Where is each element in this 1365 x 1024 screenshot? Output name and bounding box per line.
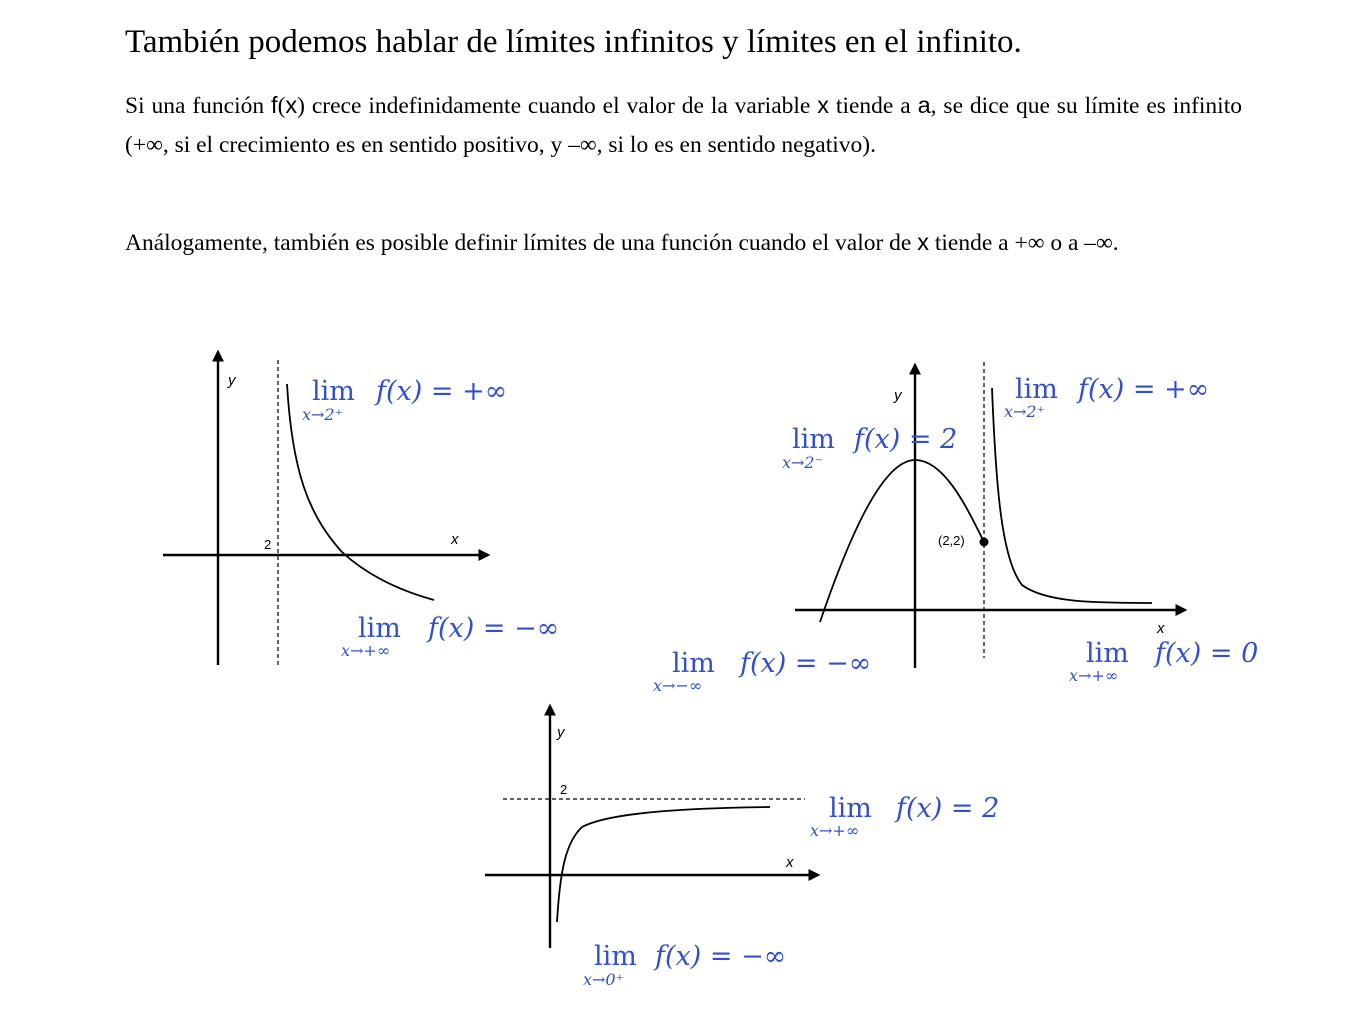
graph1-lim-top-sub: x→2⁺ — [302, 405, 344, 424]
page-title: También podemos hablar de límites infinitos y límites en el infinito. — [125, 24, 1022, 60]
graph1-lim-bottom-word: lim — [358, 613, 401, 644]
para2-text-1: Análogamente, también es posible definir límites de una función cuando el valor de — [125, 230, 918, 256]
para1-x2: x — [817, 92, 830, 118]
graph3-curve — [557, 807, 770, 922]
graph2-point — [980, 538, 989, 547]
graph2-lim-rt-sub: x→2⁺ — [1004, 402, 1046, 421]
para1-text-4: , se dice que su límite es infinito (+∞, si el crecimiento es en sentido positivo, y –∞, si lo es en sentido negativo). — [125, 93, 1242, 158]
graph2-lim-rt-word: lim — [1015, 374, 1058, 405]
para1-open-paren: ( — [277, 93, 286, 119]
para2-x: x — [917, 229, 929, 255]
graph1-lim-bottom-expr: f(x) = −∞ — [428, 613, 560, 644]
para1-close-paren: ) — [297, 93, 305, 119]
graph3-lim-bottom-expr: f(x) = −∞ — [655, 941, 787, 972]
graph2-lim-rb-sub: x→+∞ — [1069, 666, 1119, 685]
para1-a: a — [917, 92, 931, 118]
graph2-y-label: y — [894, 387, 902, 404]
graph2-lim-lb-word: lim — [672, 648, 715, 679]
para1-text-3: tiende a — [829, 93, 918, 119]
graph2-lim-lb-sub: x→−∞ — [653, 676, 703, 695]
para1-f: f — [271, 92, 278, 118]
graph1-tick-2: 2 — [264, 537, 272, 552]
graph1-lim-top-word: lim — [312, 376, 355, 407]
para2-text-2: tiende a +∞ o a –∞. — [928, 230, 1119, 256]
graph1-lim-top-expr: f(x) = +∞ — [376, 376, 508, 407]
graph1-y-label: y — [228, 372, 236, 389]
graph2-point-label: (2,2) — [938, 533, 965, 548]
graph1-lim-bottom-sub: x→+∞ — [341, 641, 391, 660]
para1-text-2: crece indefinidamente cuando el valor de la variable — [304, 93, 818, 119]
graph-2 — [653, 362, 1258, 695]
graph3-lim-right-word: lim — [829, 793, 872, 824]
graph3-lim-right-expr: f(x) = 2 — [896, 793, 1000, 824]
graph3-x-label: x — [786, 854, 794, 871]
graph2-lim-rt-expr: f(x) = +∞ — [1078, 374, 1210, 405]
graph3-lim-bottom-word: lim — [594, 941, 637, 972]
graph1-x-label: x — [451, 531, 459, 548]
graph2-x-label: x — [1157, 620, 1165, 637]
graph-1 — [163, 352, 559, 665]
para1-text-1: Si una función — [125, 93, 272, 119]
graph2-lim-lb-expr: f(x) = −∞ — [740, 648, 872, 679]
para1-x: x — [285, 92, 298, 118]
graph2-lim-rb-expr: f(x) = 0 — [1155, 638, 1259, 669]
graph2-lim-lt-expr: f(x) = 2 — [854, 424, 958, 455]
graph2-lim-lt-word: lim — [792, 424, 835, 455]
graph3-tick-2: 2 — [560, 782, 568, 797]
graph-3 — [485, 706, 999, 989]
graph3-lim-right-sub: x→+∞ — [810, 821, 860, 840]
graph2-lim-rb-word: lim — [1086, 638, 1129, 669]
graph2-lim-lt-sub: x→2⁻ — [782, 453, 824, 472]
graph3-lim-bottom-sub: x→0⁺ — [583, 970, 625, 989]
graph3-y-label: y — [557, 724, 565, 741]
